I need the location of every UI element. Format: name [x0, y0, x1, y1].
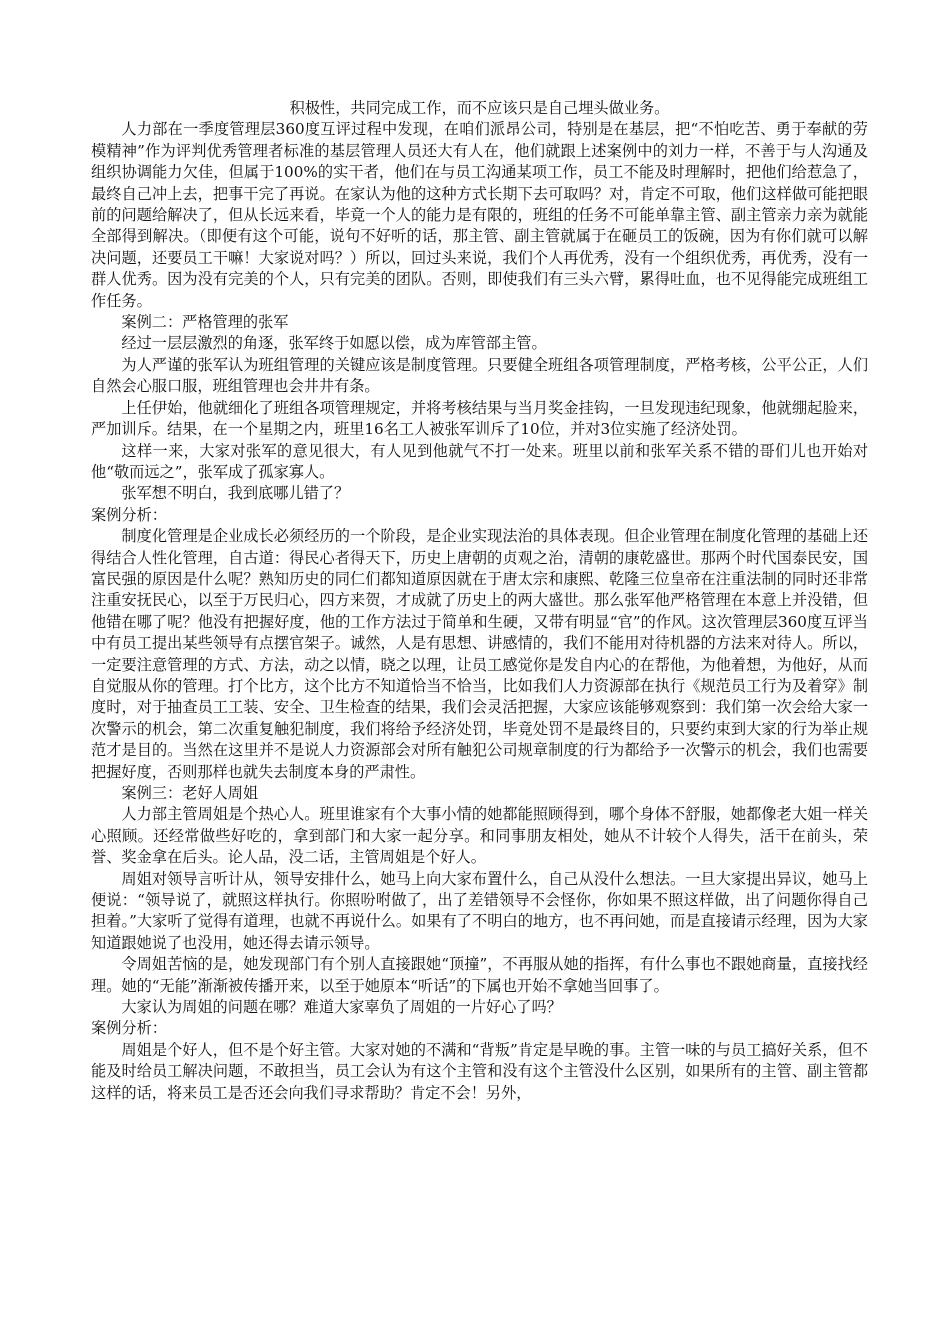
paragraph: 大家认为周姐的问题在哪？难道大家辜负了周姐的一片好心了吗？: [121, 998, 562, 1017]
paragraph: 经过一层层激烈的角逐，张军终于如愿以偿，成为库管部主管。: [121, 334, 547, 353]
paragraph: 周姐对领导言听计从，领导安排什么，她马上向大家布置什么，自己从没什么想法。一旦大家提出异议，她马上便说：“领导说了，就照这样执行。你照吩咐做了，出了差错领导不会怪你，你如果不照这样做，出了问题你得自己担着。”大家听了觉得有道理，也就不再说什么。如果有了不明白的地方，也不再问她，而是直接请示经理，因为大家知道跟她说了也没用，她还得去请示领导。: [91, 869, 868, 952]
paragraph: 周姐是个好人，但不是个好主管。大家对她的不满和“背叛”肯定是早晚的事。主管一味的与员工搞好关系，但不能及时给员工解决问题，不敢担当，员工会认为有这个主管和没有这个主管没什么区别，如果所有的主管、副主管都这样的话，将来员工是否还会向我们寻求帮助？肯定不会！另外，: [91, 1040, 868, 1102]
paragraph: 人力部主管周姐是个热心人。班里谁家有个大事小情的她都能照顾得到，哪个身体不舒服，她都像老大姐一样关心照顾。还经常做些好吃的，拿到部门和大家一起分享。和同事朋友相处，她从不计较个人得失，活干在前头，荣誉、奖金拿在后头。论人品，没二话，主管周姐是个好人。: [91, 805, 868, 867]
case-heading: 案例二：严格管理的张军: [121, 313, 289, 332]
case-heading: 案例三：老好人周姐: [121, 784, 259, 802]
paragraph-continuation: 积极性，共同完成工作，而不应该只是自己埋头做业务。: [289, 99, 670, 117]
analysis-heading: 案例分析：: [91, 505, 167, 524]
paragraph: 令周姐苦恼的是，她发现部门有个别人直接跟她“顶撞”，不再服从她的指挥，有什么事也不跟她商量，直接找经理。她的“无能”渐渐被传播开来，以至于她原本“听话”的下属也开始不拿她当回事了。: [91, 955, 868, 995]
paragraph: 为人严谨的张军认为班组管理的关键应该是制度管理。只要健全班组各项管理制度，严格考核，公平公正，人们自然会心服口服，班组管理也会井井有条。: [91, 355, 868, 396]
paragraph: 人力部在一季度管理层360度互评过程中发现，在咱们派昂公司，特别是在基层，把“不怕吃苦、勇于奉献的劳模精神”作为评判优秀管理者标准的基层管理人员还大有人在，他们就跟上述案例中的刘力一样，不善于与人沟通及组织协调能力欠佳，但属于100%的实干者，他们在与员工沟通某项工作，员工不能及时理解时，把他们给惹急了，最终自己冲上去，把事干完了再说。在家认为他的这种方式长期下去可取吗？对，肯定不可取，他们这样做可能把眼前的问题给解决了，但从长远来看，毕竟一个人的能力是有限的，班组的任务不可能单靠主管、副主管亲力亲为就能全部得到解决。（即便有这个可能，说句不好听的话，那主管、副主管就属于在砸员工的饭碗，因为有你们就可以解决问题，还要员工干嘛！大家说对吗？）所以，回过头来说，我们个人再优秀，没有一个组织优秀，再优秀，没有一群人优秀。因为没有完美的个人，只有完美的团队。否则，即使我们有三头六臂，累得吐血，也不见得能完成班组工作任务。: [91, 120, 868, 310]
paragraph: 这样一来，大家对张军的意见很大，有人见到他就气不打一处来。班里以前和张军关系不错的哥们儿也开始对他“敬而远之”，张军成了孤家寡人。: [91, 441, 868, 481]
paragraph: 张军想不明白，我到底哪儿错了？: [121, 484, 350, 503]
analysis-heading: 案例分析：: [91, 1019, 167, 1038]
paragraph: 上任伊始，他就细化了班组各项管理规定，并将考核结果与当月奖金挂钩，一旦发现违纪现象，他就绷起脸来，严加训斥。结果，在一个星期之内，班里16名工人被张军训斥了10位，并对3位实施了经济处罚。: [91, 398, 868, 439]
paragraph: 制度化管理是企业成长必须经历的一个阶段，是企业实现法治的具体表现。但企业管理在制度化管理的基础上还得结合人性化管理，自古道：得民心者得天下，历史上唐朝的贞观之治，清朝的康乾盛世。那两个时代国泰民安，国富民强的原因是什么呢？熟知历史的同仁们都知道原因就在于唐太宗和康熙、乾隆三位皇帝在注重法制的同时还非常注重安抚民心，以至于万民归心，四方来贺，才成就了历史上的两大盛世。那么张军他严格管理在本意上并没错，但他错在哪了呢？他没有把握好度，他的工作方法过于简单和生硬，又带有明显“官”的作风。这次管理层360度互评当中有员工提出某些领导有点摆官架子。诚然，人是有思想、讲感情的，我们不能用对待机器的方法来对待人。所以，一定要注意管理的方式、方法，动之以情，晓之以理，让员工感觉你是发自内心的在帮他，为他着想，为他好，从而自觉服从你的管理。打个比方，这个比方不知道恰当不恰当，比如我们人力资源部在执行《规范员工行为及着穿》制度时，对于抽查员工工装、安全、卫生检查的结果，我们会灵活把握，大家应该能够观察到：我们第一次会给大家一次警示的机会，第二次重复触犯制度，我们将给予经济处罚，毕竟处罚不是最终目的，只要约束到大家的行为举止规范才是目的。当然在这里并不是说人力资源部会对所有触犯公司规章制度的行为都给予一次警示的机会，我们也需要把握好度，否则那样也就失去制度本身的严肃性。: [91, 527, 868, 781]
